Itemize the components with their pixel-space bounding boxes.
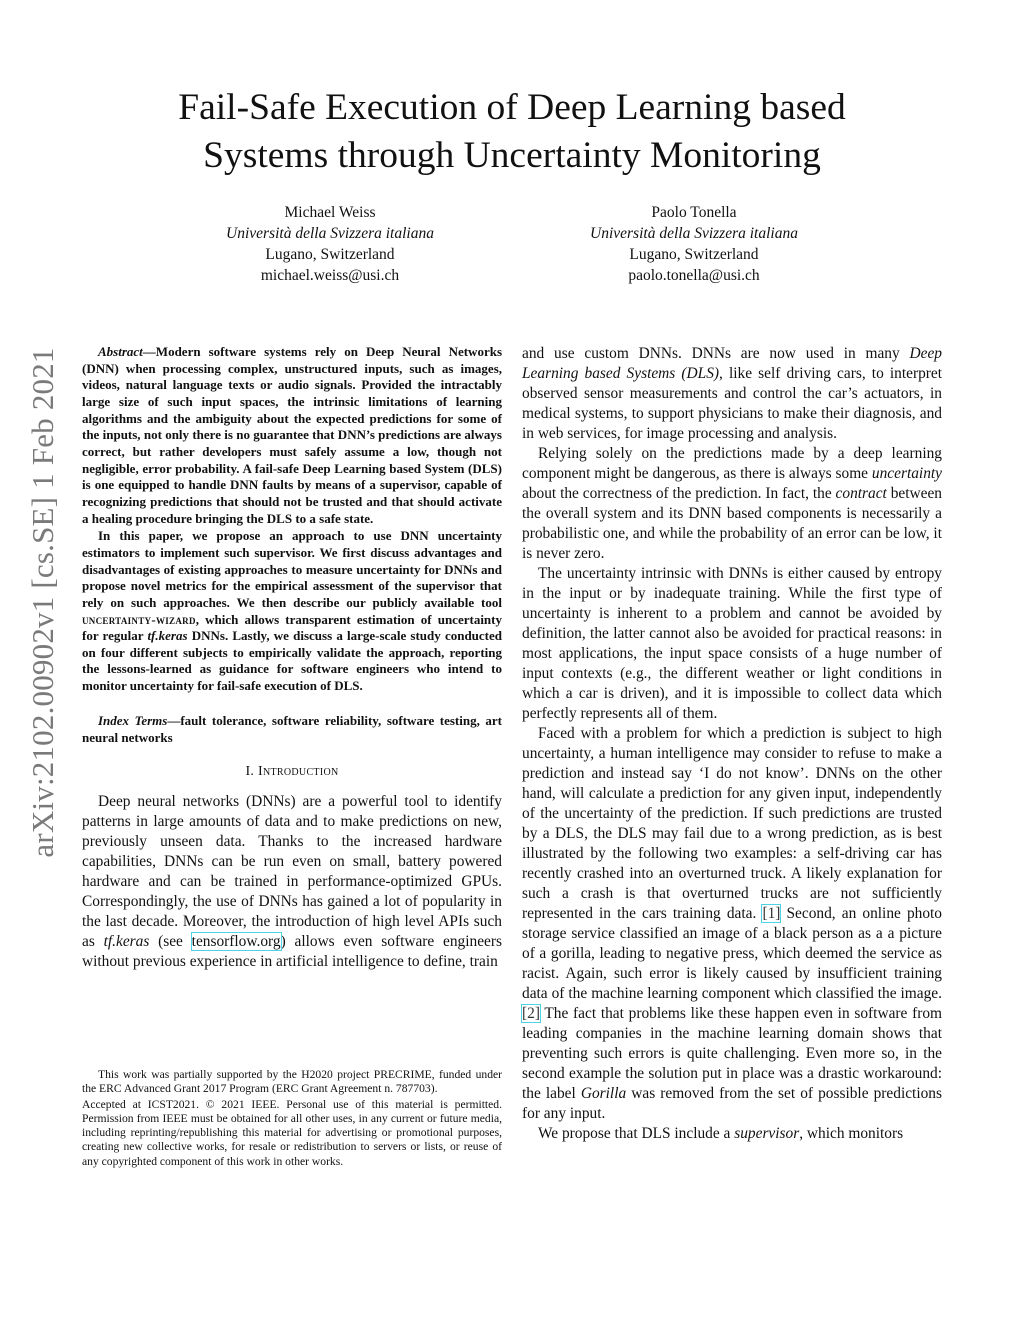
right-paragraph-5: We propose that DLS include a supervisor, which monitors [538,1125,904,1142]
author-block-1 [160,202,500,286]
right-paragraph-4: Faced with a problem for which a prediction is subject to high uncertainty, a human intelligence may consider to refuse to make a prediction and instead say ‘I do not know’. DNNs on the other hand, will calculate a prediction for any given input, independently of the uncertainty of the prediction. If such predictions are trusted by a DLS, the DLS may fail due to a wrong prediction, as is best illustrated by the following two examples: a self-driving car has recently crashed into an overturned truck. A likely explanation for such a crash is that overturned trucks are not sufficiently represented in the cars training data. [1] Second, an online photo storage service classified an image of a black person as a a picture of a gorilla, leading to negative press, which deemed the service as racist. Again, such error is likely caused by insufficient training data of the machine learning component which classified the image. [2] The fact that problems like these happen even in software from leading companies in the machine learning domain shows that preventing such errors is quite challenging. Even more so, in the second example the solution put in place was a drastic workaround: the label Gorilla was removed from the set of possible predictions for any input. [522,725,942,1122]
right-column [522,344,942,1144]
left-column [82,344,502,972]
intro-paragraph-1: Deep neural networks (DNNs) are a powerful tool to identify patterns in large amounts of data and to make predictions on new, previously unseen data. Thanks to the increased hardware capabilities, DNNs can be run even on small, battery powered hardware and can be trained in performance-optimized GPUs. Correspondingly, the use of DNNs has gained a lot of popularity in the last decade. Moreover, the introduction of high level APIs such as tf.keras (see tensorflow.org) allows even software engineers without previous experience in artificial intelligence to define, train [82,792,502,970]
footnote [82,1068,502,1169]
citation-1[interactable]: [1] [762,905,781,922]
author-location: Lugano, Switzerland [265,246,395,263]
footnote-funding: This work was partially supported by the H2020 project PRECRIME, funded under the ERC Advanced Grant 2017 Program (ERC Grant Agreement n. 787703). [82,1068,502,1096]
right-paragraph-2: Relying solely on the predictions made by a deep learning component might be dangerous, as there is always some uncertainty about the correctness of the prediction. In fact, the contract between the overall system and its DNN based components is necessarily a probabilistic one, and while the probability of an error can be low, it is never zero. [522,445,942,562]
citation-2[interactable]: [2] [522,1005,540,1022]
author-email: paolo.tonella@usi.ch [628,267,760,284]
tool-name: uncertainty-wizard [82,611,196,627]
right-paragraph-3: The uncertainty intrinsic with DNNs is either caused by entropy in the input or by inadequate training. While the first type of uncertainty is inherent to a problem and cannot be avoided by definition, the latter cannot also be avoided for practical reasons: in most applications, the input space consists of a huge number of input contexts (e.g., the different weather or light conditions in which a car is driven), and it is impossible to collect data which perfectly represents all of them. [522,565,942,722]
author-name: Michael Weiss [284,204,376,221]
author-affiliation: Università della Svizzera italiana [226,225,434,242]
paper-title [100,84,924,180]
arxiv-stamp [22,330,64,875]
abstract-paragraph-2: In this paper, we propose an approach to use DNN uncertainty estimators to implement such supervisor. We first discuss advantages and disadvantages of existing approaches to measure uncertainty for DNNs and propose novel metrics for the empirical assessment of the supervisor that rely on such approaches. We then describe our publicly available tool uncertainty-wizard, which allows transparent estimation of uncertainty for regular tf.keras DNNs. Lastly, we discuss a large-scale study conducted on four different subjects to empirically validate the approach, reporting the lessons-learned as guidance for software engineers who intend to monitor uncertainty for fail-safe execution of DLS. [82,528,502,694]
tensorflow-link[interactable]: tensorflow.org [191,932,281,950]
title-line-1: Fail-Safe Execution of Deep Learning based [178,87,846,128]
index-terms: Index Terms—fault tolerance, software reliability, software testing, art neural networks [82,712,502,745]
index-terms-label: Index Terms [98,712,168,728]
author-location: Lugano, Switzerland [629,246,759,263]
author-name: Paolo Tonella [651,204,737,221]
title-line-2: Systems through Uncertainty Monitoring [203,135,821,176]
section-heading: I. Introduction [245,763,339,779]
author-block-2 [524,202,864,286]
abstract-label: Abstract [98,344,143,359]
author-affiliation: Università della Svizzera italiana [590,225,798,242]
right-paragraph-1: and use custom DNNs. DNNs are now used in many Deep Learning based Systems (DLS), like self driving cars, to interpret observed sensor measurements and control the car’s actuators, in medical systems, to support physicians to make their diagnosis, and in web services, for image processing and analysis. [522,345,942,442]
arxiv-stamp-text: arXiv:2102.00902v1 [cs.SE] 1 Feb 2021 [25,347,60,858]
author-email: michael.weiss@usi.ch [260,267,400,284]
abstract-paragraph-1: Abstract—Modern software systems rely on Deep Neural Networks (DNN) when processing complex, unstructured inputs, such as images, videos, natural language texts or audio signals. Provided the intractably large size of such input spaces, the intrinsic limitations of learning algorithms and the ambiguity about the expected predictions for some of the inputs, not only there is no guarantee that DNN’s predictions are always correct, but rather developers must safely assume a low, though not negligible, error probability. A fail-safe Deep Learning based System (DLS) is one equipped to handle DNN faults by means of a supervisor, capable of recognizing predictions that should not be trusted and that should activate a healing procedure bringing the DLS to a safe state. [82,344,502,526]
footnote-copyright: Accepted at ICST2021. © 2021 IEEE. Personal use of this material is permitted. Permission from IEEE must be obtained for all other uses, in any current or future media, including reprinting/republishing this material for advertising or promotional purposes, creating new collective works, for resale or redistribution to servers or lists, or reuse of any copyrighted component of this work in other works. [82,1097,502,1168]
